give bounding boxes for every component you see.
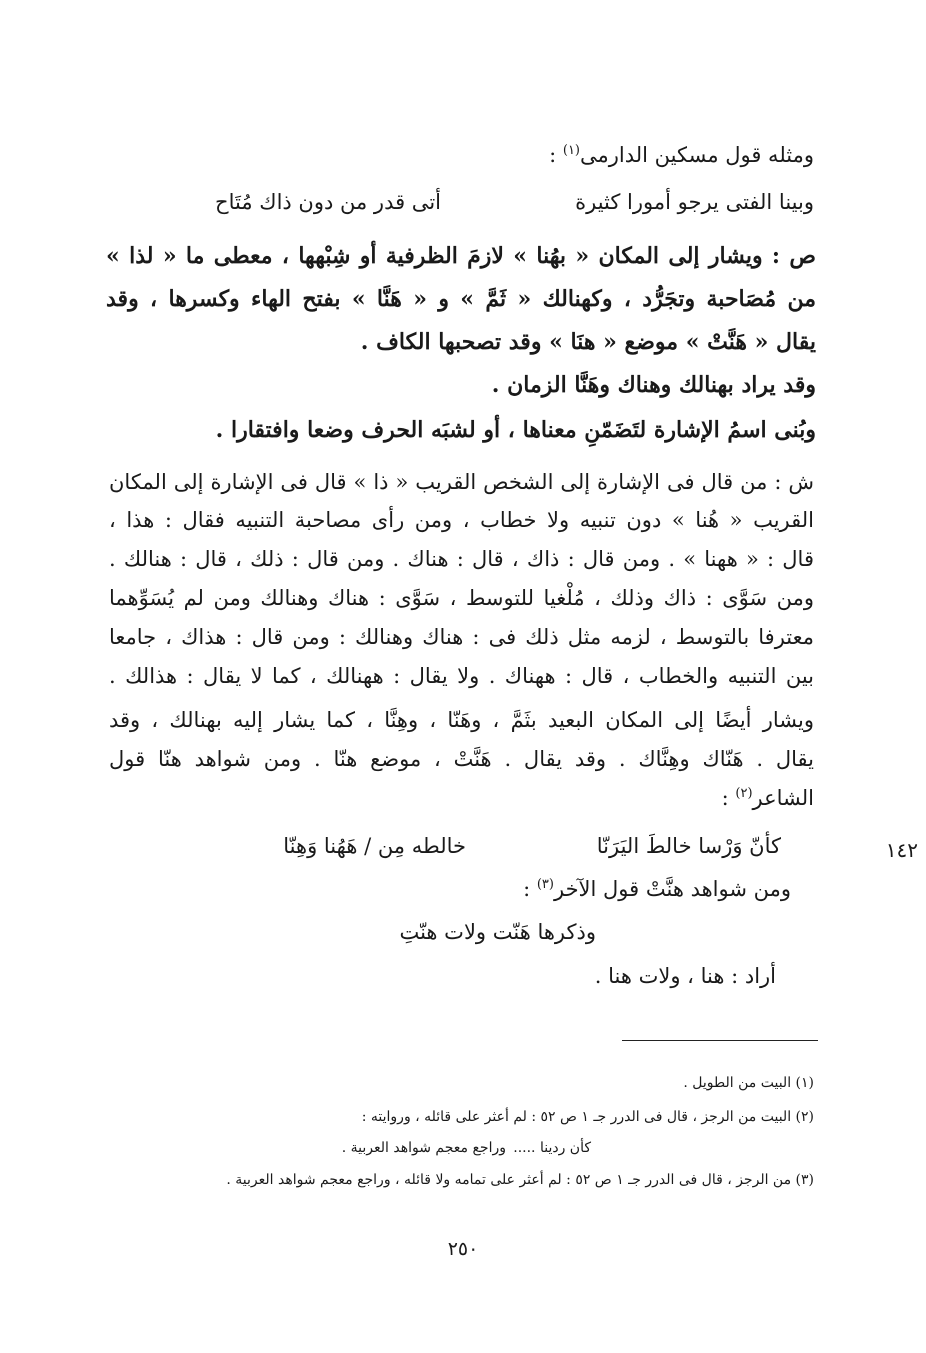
matn-line-2: من مُصَاحبة وتجَرُّد ، وكهنالك « ثَمَّ » و « هَنَّا » بفتح الهاء وكسرها ، وقد — [106, 286, 816, 312]
sharh-line-7: ويشار أيضًا إلى المكان البعيد بثَمَّ ، وهَنّا ، وهِنَّا ، كما يشار إليه بهنالك ، وقد — [109, 708, 814, 732]
footnote-2: (٢) البيت من الرجز ، قال فى الدرر جـ ١ ص ٥٢ : لم أعثر على قائله ، وروايته : — [361, 1109, 814, 1125]
verse2-first-hemistich: كأنّ وَرْسا خالطَ اليَرَنّا — [596, 834, 781, 858]
footnote-3: (٣) من الرجز ، قال فى الدرر جـ ١ ص ٥٢ : لم أعثر على تمامه ولا قائله ، وراجع معجم شواهد العربية . — [226, 1172, 814, 1188]
footnote-ref: (١) — [562, 143, 580, 158]
footnote-2-verse-a: كأن ردينا ..... — [513, 1140, 591, 1156]
verse2-second-hemistich: خالطه مِن / هَهُنا وَهِنّا — [283, 834, 466, 858]
text-run: ومثله قول مسكين الدارمى — [580, 143, 814, 167]
verse1-first-hemistich: وبينا الفتى يرجو أمورا كثيرة — [575, 190, 814, 214]
text-run: : — [523, 877, 537, 901]
sharh-line-1: ش : من قال فى الإشارة إلى الشخص القريب « ذا » قال فى الإشارة إلى المكان — [109, 470, 814, 494]
margin-number: ١٤٢ — [885, 838, 918, 862]
text-run: الشاعر — [752, 786, 814, 810]
text-run: : — [721, 786, 736, 810]
footnote-2-verse-b: وراجع معجم شواهد العربية . — [341, 1140, 506, 1156]
page-number: ٢٥٠ — [447, 1238, 479, 1260]
footnote-separator — [622, 1040, 818, 1041]
matn-line-5: وبُنى اسمُ الإشارة لتَضَمّنِ معناها ، أو لشبَه الحرف وضعا وافتقارا . — [215, 417, 816, 443]
sharh-line-3: قال : « ههنا » . ومن قال : ذاك ، قال : هناك . ومن قال : ذلك ، قال : هنالك . — [109, 547, 814, 571]
sharh-line-8: يقال . هَنّاك وهِنَّاك . وقد يقال . هَنَّتْ ، موضع هنّا . ومن شواهد هنّا قول — [109, 747, 814, 771]
footnote-1: (١) البيت من الطويل . — [683, 1075, 814, 1091]
text-run: ومن شواهد هنَّتْ قول الآخر — [553, 877, 791, 901]
matn-line-3: يقال « هَنَّتْ » موضع « هنَا » وقد تصحبها الكاف . — [360, 329, 816, 355]
sharh-line-2: القريب « هُنا » دون تنبيه ولا خطاب ، ومن رأى مصاحبة التنبيه فقال : هذا ، — [109, 508, 814, 532]
sharh-line-9 — [109, 786, 814, 810]
matn-line-1: ص : ويشار إلى المكان « بهُنا » لازمَ الظرفية أو شِبْهها ، معطى ما « لذا » — [106, 243, 816, 269]
closing-line: أراد : هنا ، ولات هنا . — [594, 964, 776, 988]
intro-line — [109, 143, 814, 167]
text-run: : — [549, 143, 563, 167]
matn-line-4: وقد يراد بهنالك وهناك وهَنَّا الزمان . — [491, 372, 816, 398]
footnote-ref: (٣) — [536, 877, 554, 892]
footnote-ref: (٢) — [735, 786, 753, 801]
sharh-line-4: ومن سَوَّى : ذاك وذلك ، مُلْغيا للتوسط ، سَوَّى : هناك وهنالك ومن لم يُسَوِّهما — [109, 586, 814, 610]
sharh-line-6: بين التنبيه والخطاب ، قال : ههناك . ولا يقال : ههنالك ، كما لا يقال : هذالك . — [109, 664, 814, 688]
verse3: وذكرها هَنّت ولات هنّتِ — [399, 920, 596, 944]
verse1-second-hemistich: أتى قدر من دون ذاك مُتَاح — [215, 190, 441, 214]
sharh-line-5: معترفا بالتوسط ، لزمه مثل ذلك فى : هناك وهنالك : ومن قال : هذاك ، جامعا — [109, 625, 814, 649]
witness-intro-line — [86, 877, 791, 901]
